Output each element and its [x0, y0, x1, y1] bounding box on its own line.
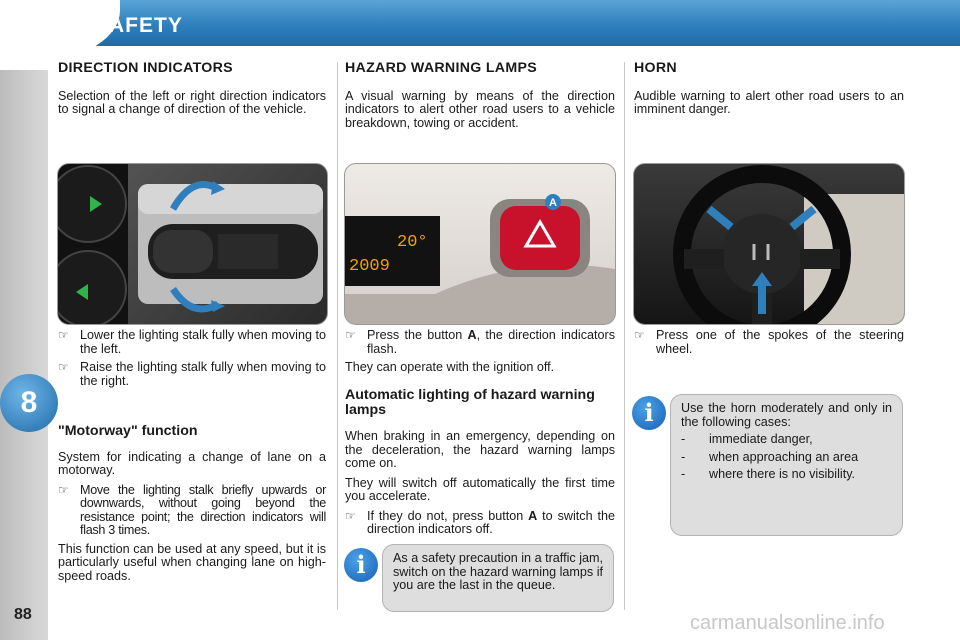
column-divider: [337, 62, 338, 610]
info-icon: i: [344, 548, 378, 582]
horn-info-intro: Use the horn moderately and only in the following cases:: [681, 401, 892, 429]
automatic-hazard-title: Automatic lighting of hazard warning lamps: [345, 387, 595, 418]
direction-indicators-section: [58, 62, 326, 123]
horn-title: HORN: [634, 60, 677, 76]
horn-case-item: - immediate danger,: [681, 433, 892, 447]
hazard-button-photo: [344, 163, 616, 325]
info-icon: i: [632, 396, 666, 430]
direction-indicators-instructions: [58, 329, 326, 393]
direction-indicators-intro: Selection of the left or right direction indicators to signal a change of direction of the vehicle.: [58, 88, 326, 116]
hazard-warning-section: [345, 62, 615, 136]
bullet-raise-stalk: ☞ Raise the lighting stalk fully when moving to the right.: [58, 361, 326, 388]
page-title: SAFETY: [94, 14, 183, 37]
traffic-jam-info-box: [382, 544, 614, 612]
horn-info-box: [670, 394, 903, 536]
side-strip: [0, 70, 48, 640]
automatic-hazard-section: [345, 388, 615, 542]
motorway-function-title: "Motorway" function: [58, 423, 198, 439]
horn-case-item: - where there is no visibility.: [681, 468, 892, 482]
display-temperature: 20°: [397, 233, 428, 252]
traffic-jam-info-text: As a safety precaution in a traffic jam, switch on the hazard warning lamps if you are the last in the queue.: [393, 551, 603, 592]
motorway-function-section: [58, 425, 326, 589]
automatic-hazard-text1: When braking in an emergency, depending on the deceleration, the hazard warning lamps come on.: [345, 429, 615, 470]
bullet-switch-off-text-end: to switch the direction indicators off.: [367, 508, 616, 536]
button-a-ref: A: [467, 328, 477, 342]
horn-case-item: - when approaching an area: [681, 451, 892, 465]
hazard-warning-instructions: [345, 329, 615, 381]
bullet-press-button-a: [345, 329, 615, 356]
hazard-warning-intro: A visual warning by means of the direction indicators to alert other road users to a vehicle breakdown, towing or accident.: [345, 88, 615, 130]
button-a-ref: A: [528, 508, 538, 523]
ignition-note: They can operate with the ignition off.: [345, 360, 555, 374]
column-divider: [624, 62, 625, 610]
bullet-press-spoke: ☞ Press one of the spokes of the steering wheel.: [634, 329, 904, 356]
automatic-hazard-text2: They will switch off automatically the first time you accelerate.: [345, 475, 615, 503]
bullet-switch-off: [345, 510, 615, 537]
horn-instructions: [634, 329, 904, 361]
motorway-function-outro: This function can be used at any speed, but it is particularly useful when changing lane on high-speed roads.: [58, 541, 326, 583]
bullet-lower-stalk: ☞ Lower the lighting stalk fully when moving to the left.: [58, 329, 326, 356]
bullet-press-button-a-text-end: , the direction indicators flash.: [367, 328, 615, 356]
hazard-button-label: A: [549, 197, 557, 209]
lighting-stalk-illustration: [58, 164, 327, 324]
motorway-function-bullet: ☞ Move the lighting stalk briefly upwards or downwards, without going beyond the resistance point; the direction indicators will flash 3 times.: [58, 484, 326, 538]
steering-wheel-photo: [633, 163, 905, 325]
chapter-tab: 8: [0, 374, 58, 432]
direction-indicators-title: DIRECTION INDICATORS: [58, 60, 233, 76]
horn-section: [634, 62, 904, 123]
lighting-stalk-photo: [57, 163, 328, 325]
hazard-warning-title: HAZARD WARNING LAMPS: [345, 60, 538, 76]
motorway-function-intro: System for indicating a change of lane on a motorway.: [58, 449, 326, 477]
horn-intro: Audible warning to alert other road users to an imminent danger.: [634, 88, 904, 116]
hazard-button-illustration: [345, 164, 615, 324]
bullet-press-button-a-text: Press the button: [367, 328, 468, 342]
steering-wheel-illustration: [634, 164, 904, 324]
page-number: 88: [14, 606, 32, 623]
bullet-switch-off-text: If they do not, press button: [367, 508, 529, 523]
watermark: carmanualsonline.info: [690, 612, 885, 634]
display-year: 2009: [349, 257, 390, 276]
